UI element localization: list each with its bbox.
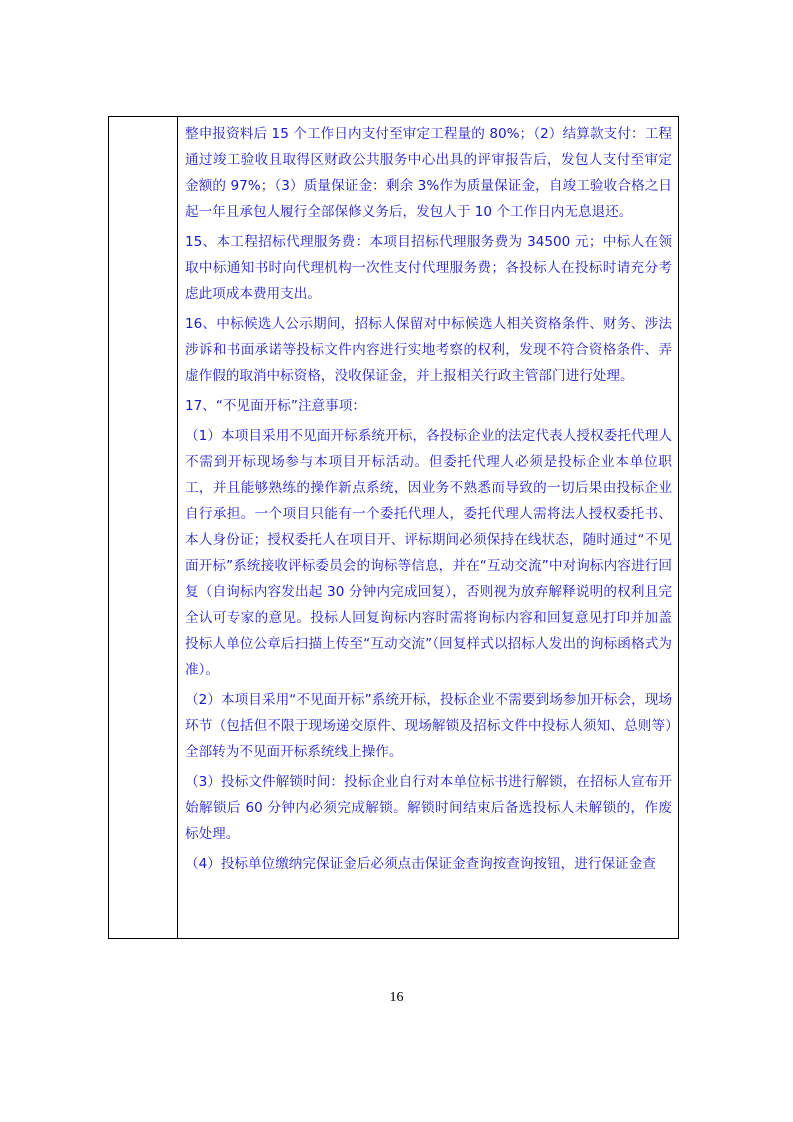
paragraph-item-17-heading: 17、“不见面开标”注意事项： xyxy=(185,398,366,414)
paragraph-item-15: 15、本工程招标代理服务费：本项目招标代理服务费为 34500 元；中标人在领取中标通知书时向代理机构一次性支付代理服务费；各投标人在投标时请充分考虑此项成本费用支出。 xyxy=(185,234,672,302)
paragraph-payment-terms: 整申报资料后 15 个工作日内支付至审定工程量的 80%；（2）结算款支付：工程通过竣工验收且取得区财政公共服务中心出具的评审报告后，发包人支付至审定金额的 97%；（3）质量保证金：剩余 3%作为质量保证金，自竣工验收合格之日起一年且承包人履行全部保修义务后，发包人于 10 个工作日内无息退还。 xyxy=(185,126,672,220)
paragraph-item-17-1: （1）本项目采用不见面开标系统开标，各投标企业的法定代表人授权委托代理人不需到开标现场参与本项目开标活动。但委托代理人必须是投标企业本单位职工，并且能够熟练的操作新点系统，因业务不熟悉而导致的一切后果由投标企业自行承担。一个项目只能有一个委托代理人，委托代理人需将法人授权委托书、本人身份证；授权委托人在项目开、评标期间必须保持在线状态，随时通过“不见面开标”系统接收评标委员会的询标等信息，并在“互动交流”中对询标内容进行回复（自询标内容发出起 30 分钟内完成回复），否则视为放弃解释说明的权利且完全认可专家的意见。投标人回复询标内容时需将询标内容和回复意见打印并加盖投标人单位公章后扫描上传至“互动交流”（回复样式以招标人发出的询标函格式为准）。 xyxy=(185,428,672,678)
paragraph-item-17-3: （3）投标文件解锁时间：投标企业自行对本单位标书进行解锁，在招标人宣布开始解锁后 60 分钟内必须完成解锁。解锁时间结束后备选投标人未解锁的，作废标处理。 xyxy=(185,774,672,842)
page-number: 16 xyxy=(389,990,404,1005)
paragraph-item-17-2: （2）本项目采用“不见面开标”系统开标，投标企业不需要到场参加开标会，现场环节（包括但不限于现场递交原件、现场解锁及招标文件中投标人须知、总则等）全部转为不见面开标系统线上操作。 xyxy=(185,692,672,760)
paragraph-item-17-4: （4）投标单位缴纳完保证金后必须点击保证金查询按查询按钮，进行保证金查 xyxy=(185,856,656,872)
table-column-divider xyxy=(177,116,178,939)
table-content-cell xyxy=(185,121,672,877)
paragraph-item-16: 16、中标候选人公示期间，招标人保留对中标候选人相关资格条件、财务、涉法涉诉和书面承诺等投标文件内容进行实地考察的权利，发现不符合资格条件、弄虚作假的取消中标资格，没收保证金，并上报相关行政主管部门进行处理。 xyxy=(185,316,672,384)
